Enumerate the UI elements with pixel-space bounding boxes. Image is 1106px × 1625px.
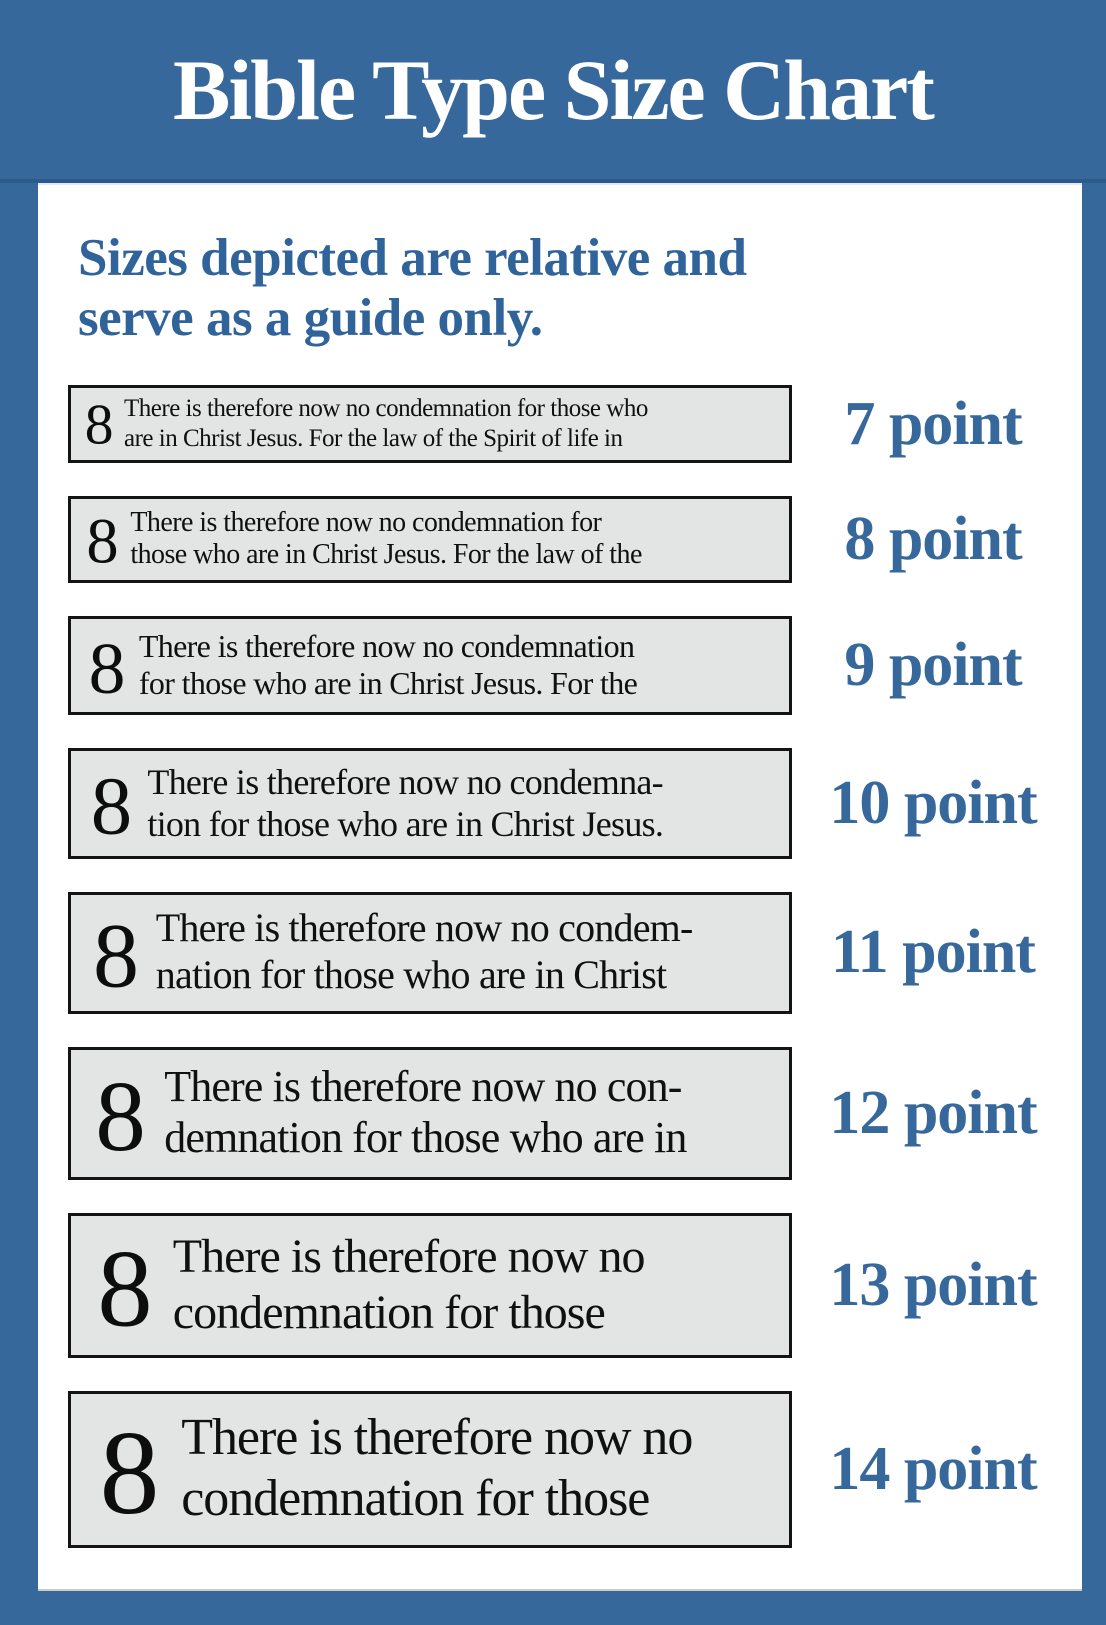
- sample-text-line-1: There is therefore now no condemnation: [138, 627, 635, 664]
- sample-text: [147, 761, 663, 845]
- size-row: [68, 1047, 1074, 1181]
- page-title: Bible Type Size Chart: [173, 41, 933, 138]
- sample-text: [139, 628, 637, 703]
- sample-text-box: [68, 1213, 792, 1358]
- content-panel: [38, 183, 1082, 1591]
- size-row: [68, 496, 1074, 583]
- size-row: [68, 385, 1074, 464]
- sample-text: [164, 1061, 686, 1164]
- sample-text-line-1: There is therefore now no: [172, 1229, 645, 1283]
- chapter-number: 8: [99, 1406, 160, 1540]
- sample-text-line-2: are in Christ Jesus. For the law of the Spirit of life in: [124, 424, 623, 452]
- sample-text-box: [68, 892, 792, 1014]
- sample-text-box: [68, 385, 792, 464]
- sample-text-line-1: There is therefore now no condemna-: [147, 761, 663, 802]
- point-size-label: 11 point: [831, 918, 1035, 987]
- size-row: [68, 616, 1074, 715]
- size-rows: [68, 385, 1074, 1548]
- sample-text-line-1: There is therefore now no: [181, 1408, 693, 1466]
- sample-text: [124, 394, 648, 453]
- header-band: [0, 0, 1106, 183]
- chapter-number: 8: [84, 393, 114, 457]
- sample-text-line-1: There is therefore now no condemnation for those who: [124, 395, 648, 423]
- chapter-number: 8: [90, 759, 133, 852]
- sample-text-box: [68, 496, 792, 583]
- sample-text-box: [68, 1391, 792, 1548]
- sample-text-line-2: for those who are in Christ Jesus. For the: [138, 665, 638, 702]
- sample-text-line-1: There is therefore now no condemnation for: [130, 506, 602, 538]
- sample-text-line-1: There is therefore now no condem-: [155, 904, 693, 950]
- sample-text-line-2: those who are in Christ Jesus. For the law of the: [130, 539, 642, 571]
- size-row: [68, 1213, 1074, 1358]
- sample-text-box: [68, 748, 792, 858]
- chapter-number: 8: [88, 626, 126, 709]
- sample-text: [181, 1408, 692, 1530]
- point-size-label: 10 point: [829, 768, 1037, 837]
- point-size-label: 14 point: [829, 1435, 1037, 1504]
- point-size-label: 13 point: [829, 1251, 1037, 1320]
- sample-text-line-2: tion for those who are in Christ Jesus.: [147, 803, 664, 844]
- subtitle-line-1: Sizes depicted are relative and: [78, 229, 747, 287]
- chapter-number: 8: [95, 1060, 146, 1173]
- sample-text: [156, 905, 693, 999]
- chapter-number: 8: [97, 1227, 153, 1350]
- sample-text-line-2: condemnation for those: [172, 1285, 605, 1339]
- size-row: [68, 1391, 1074, 1548]
- chapter-number: 8: [93, 904, 139, 1007]
- point-size-label: 8 point: [844, 505, 1022, 574]
- sample-text-box: [68, 616, 792, 715]
- sample-text-line-2: nation for those who are in Christ: [155, 951, 667, 997]
- sample-text-box: [68, 1047, 792, 1181]
- sample-text: [130, 507, 641, 573]
- size-row: [68, 892, 1074, 1014]
- sample-text: [173, 1229, 645, 1341]
- size-row: [68, 748, 1074, 858]
- chapter-number: 8: [86, 506, 119, 578]
- point-size-label: 7 point: [844, 389, 1022, 458]
- sample-text-line-1: There is therefore now no con-: [164, 1061, 682, 1111]
- sample-text-line-2: demnation for those who are in: [164, 1113, 687, 1163]
- subtitle: [78, 229, 1074, 349]
- point-size-label: 12 point: [829, 1078, 1037, 1147]
- sample-text-line-2: condemnation for those: [181, 1469, 650, 1527]
- subtitle-line-2: serve as a guide only.: [78, 288, 543, 347]
- point-size-label: 9 point: [844, 631, 1022, 700]
